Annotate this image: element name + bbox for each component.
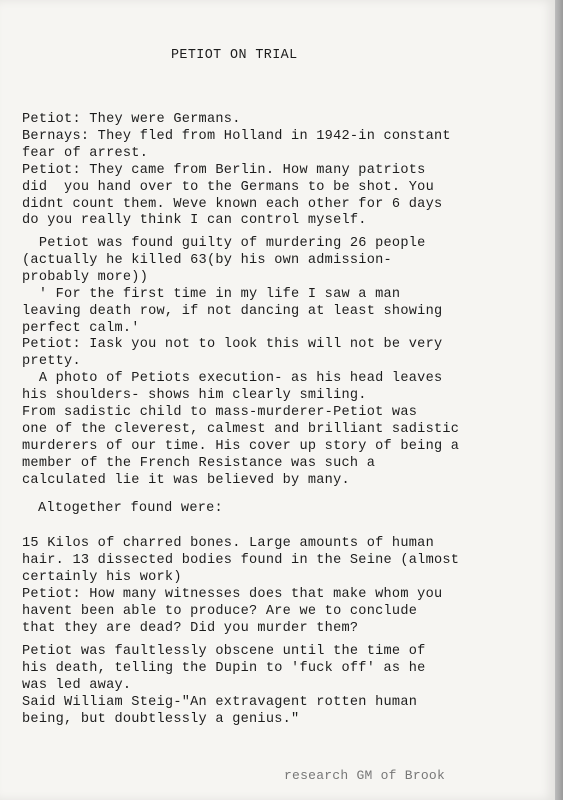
text-line: Petiot: Iask you not to look this will not be very — [22, 337, 443, 353]
page-title: PETIOT ON TRIAL — [171, 48, 298, 63]
text-line: havent been able to produce? Are we to conclude — [22, 603, 418, 619]
text-line: didnt count them. Weve known each other for 6 days — [22, 196, 443, 212]
text-line: From sadistic child to mass-murderer-Petiot was — [22, 405, 418, 421]
text-line: certainly his work) — [22, 569, 182, 585]
text-line: Bernays: They fled from Holland in 1942-in constant — [22, 128, 451, 144]
text-line: pretty. — [22, 354, 81, 370]
text-line: do you really think I can control myself. — [22, 213, 367, 229]
text-line: probably more)) — [22, 269, 149, 285]
text-line: fear of arrest. — [22, 145, 149, 161]
research-credit: research GM of Brook — [284, 768, 446, 783]
text-line: leaving death row, if not dancing at least showing — [22, 303, 443, 319]
text-line: Petiot was found guilty of murdering 26 people — [22, 236, 426, 251]
text-line: Petiot: They came from Berlin. How many patriots — [22, 162, 426, 178]
text-line: murderers of our time. His cover up story of being a — [22, 438, 460, 454]
text-line: calculated lie it was believed by many. — [22, 472, 350, 488]
text-line: member of the French Resistance was such a — [22, 455, 376, 471]
text-line: (actually he killed 63(by his own admission- — [22, 252, 392, 268]
evidence-paragraph — [22, 536, 459, 637]
dialogue-paragraph-1 — [22, 112, 451, 230]
verdict-paragraph — [22, 236, 459, 490]
page-edge — [555, 0, 563, 800]
text-line: Petiot: They were Germans. — [22, 112, 241, 127]
text-line: Petiot was faultlessly obscene until the time of — [22, 644, 426, 659]
text-line: was led away. — [22, 677, 132, 693]
text-line: did you hand over to the Germans to be shot. You — [22, 179, 434, 195]
text-line: that they are dead? Did you murder them? — [22, 620, 359, 636]
text-line: Said William Steig-"An extravagent rotten human — [22, 694, 418, 710]
show-through-text — [360, 38, 368, 53]
text-line: being, but doubtlessly a genius." — [22, 711, 300, 727]
text-line: his death, telling the Dupin to 'fuck off' as he — [22, 660, 426, 676]
text-line: Petiot: How many witnesses does that make whom you — [22, 586, 443, 602]
text-line: 15 Kilos of charred bones. Large amounts of human — [22, 536, 434, 551]
text-line: A photo of Petiots execution- as his head leaves — [22, 371, 443, 387]
found-heading: Altogether found were: — [38, 501, 223, 516]
text-line: perfect calm.' — [22, 320, 140, 336]
text-line: his shoulders- shows him clearly smiling. — [22, 388, 367, 404]
text-line: hair. 13 dissected bodies found in the Seine (almost — [22, 552, 460, 568]
closing-paragraph — [22, 644, 426, 729]
text-line: one of the cleverest, calmest and brilliant sadistic — [22, 421, 460, 437]
text-line: ' For the first time in my life I saw a man — [22, 286, 401, 302]
